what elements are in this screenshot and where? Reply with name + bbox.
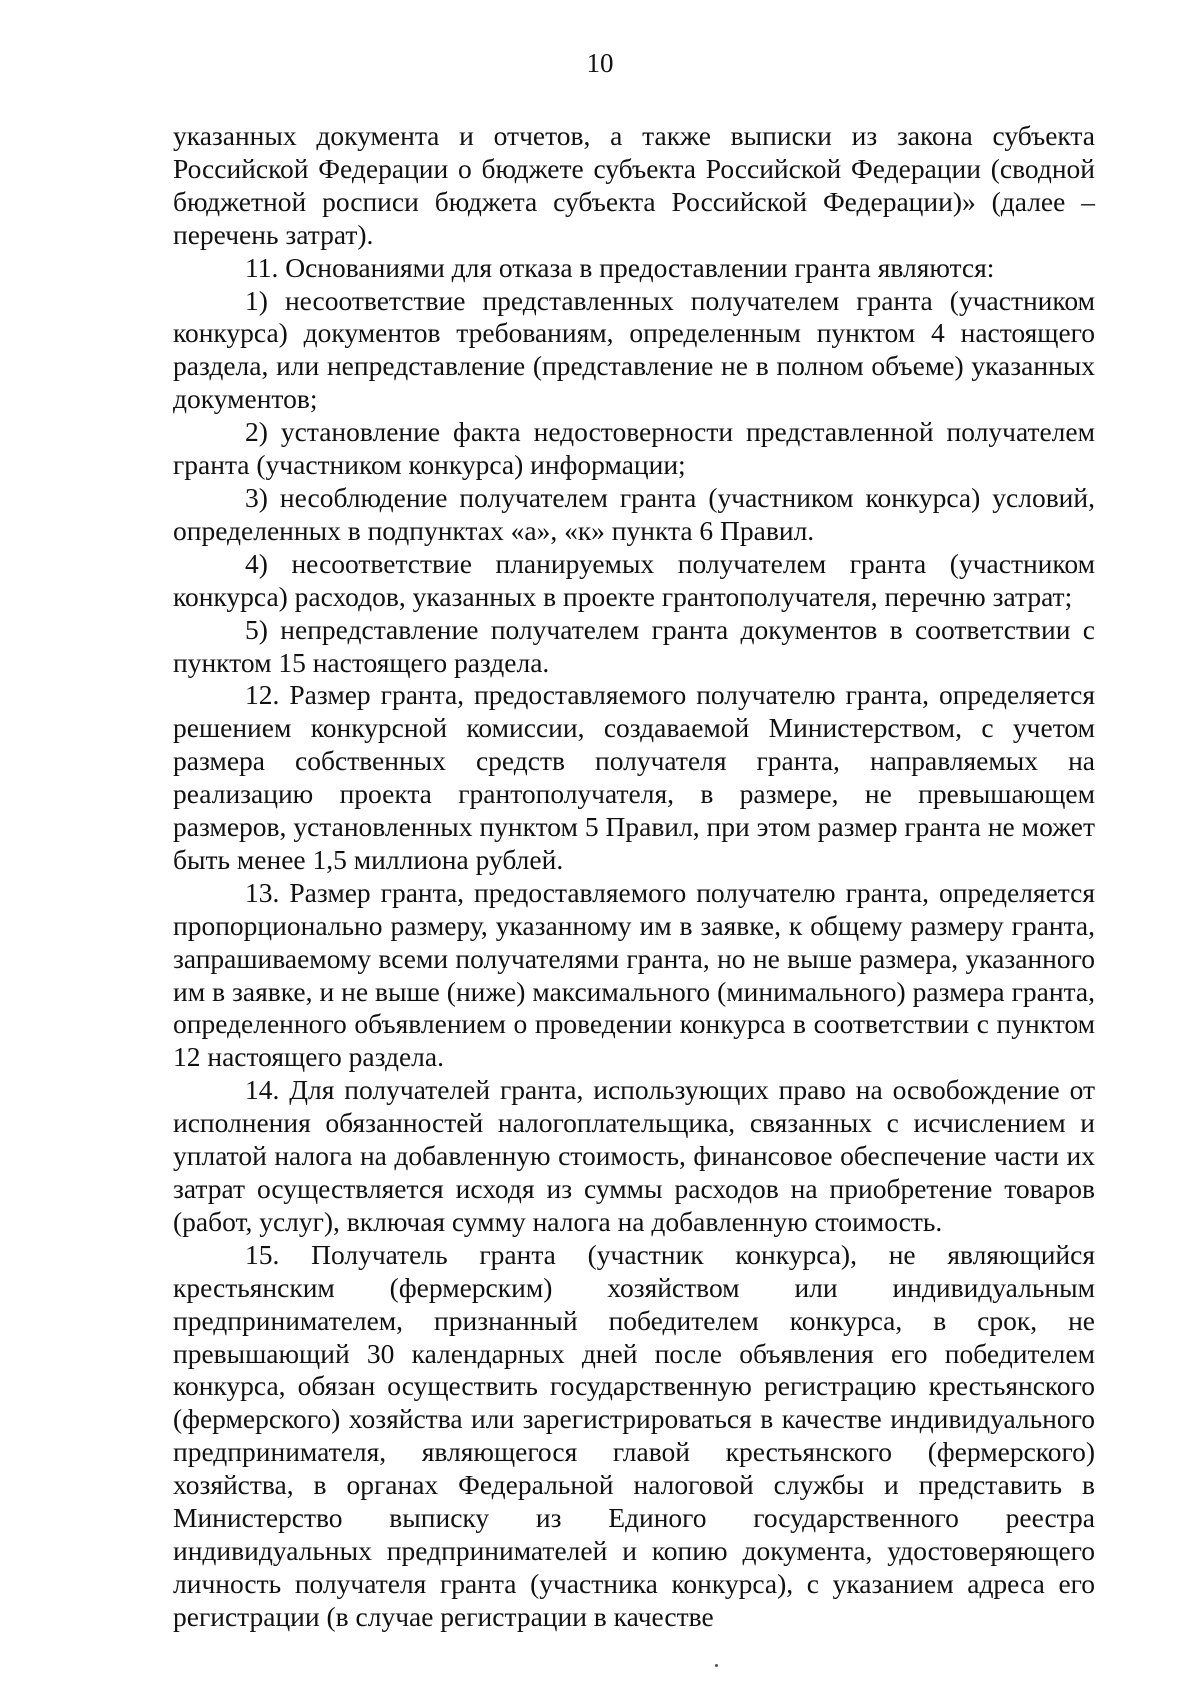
paragraph-item-13: 13. Размер гранта, предоставляемого получателю гранта, определяется пропорционально размеру, указанному им в заявке, к общему размеру гранта, запрашиваемому всеми получателями гранта, но не выше размера, указанного им в заявке, и не выше (ниже) максимального (минимального) размера гранта, определенного объявлением о проведении конкурса в соответствии с пунктом 12 настоящего раздела. — [173, 876, 1095, 1073]
paragraph-item-15: 15. Получатель гранта (участник конкурса), не являющийся крестьянским (фермерским) хозяйством или индивидуальным предпринимателем, признанный победителем конкурса, в срок, не превышающий 30 календарных дней после объявления его победителем конкурса, обязан осуществить государственную регистрацию крестьянского (фермерского) хозяйства или зарегистрироваться в качестве индивидуального предпринимателя, являющегося главой крестьянского (фермерского) хозяйства, в органах Федеральной налоговой службы и представить в Министерство выписку из Единого государственного реестра индивидуальных предпринимателей и копию документа, удостоверяющего личность получателя гранта (участника конкурса), с указанием адреса его регистрации (в случае регистрации в качестве — [173, 1238, 1095, 1632]
paragraph-subitem-1: 1) несоответствие представленных получателем гранта (участником конкурса) документов требованиям, определенным пунктом 4 настоящего раздела, или непредставление (представление не в полном объеме) указанных документов; — [173, 284, 1095, 415]
paragraph-subitem-3: 3) несоблюдение получателем гранта (участником конкурса) условий, определенных в подпунктах «а», «к» пункта 6 Правил. — [173, 481, 1095, 546]
paragraph-subitem-4: 4) несоответствие планируемых получателем гранта (участником конкурса) расходов, указанных в проекте грантополучателя, перечню затрат; — [173, 547, 1095, 612]
paragraph-subitem-5: 5) непредставление получателем гранта документов в соответствии с пунктом 15 настоящего раздела. — [173, 613, 1095, 678]
paragraph-item-12: 12. Размер гранта, предоставляемого получателю гранта, определяется решением конкурсной комиссии, создаваемой Министерством, с учетом размера собственных средств получателя гранта, направляемых на реализацию проекта грантополучателя, в размере, не превышающем размеров, установленных пунктом 5 Правил, при этом размер гранта не может быть менее 1,5 миллиона рублей. — [173, 679, 1095, 875]
scan-speck — [715, 1664, 718, 1667]
page-number: 10 — [586, 48, 614, 78]
document-body — [173, 120, 1095, 1634]
paragraph-continuation: указанных документа и отчетов, а также выписки из закона субъекта Российской Федерации о бюджете субъекта Российской Федерации (сводной бюджетной росписи бюджета субъекта Российской Федерации)» (далее – перечень затрат). — [173, 120, 1095, 250]
paragraph-item-14: 14. Для получателей гранта, использующих право на освобождение от исполнения обязанностей налогоплательщика, связанных с исчислением и уплатой налога на добавленную стоимость, финансовое обеспечение части их затрат осуществляется исходя из суммы расходов на приобретение товаров (работ, услуг), включая сумму налога на добавленную стоимость. — [173, 1074, 1095, 1237]
paragraph-subitem-2: 2) установление факта недостоверности представленной получателем гранта (участником конкурса) информации; — [173, 416, 1095, 481]
paragraph-item-11: 11. Основаниями для отказа в предоставлении гранта являются: — [245, 251, 995, 283]
